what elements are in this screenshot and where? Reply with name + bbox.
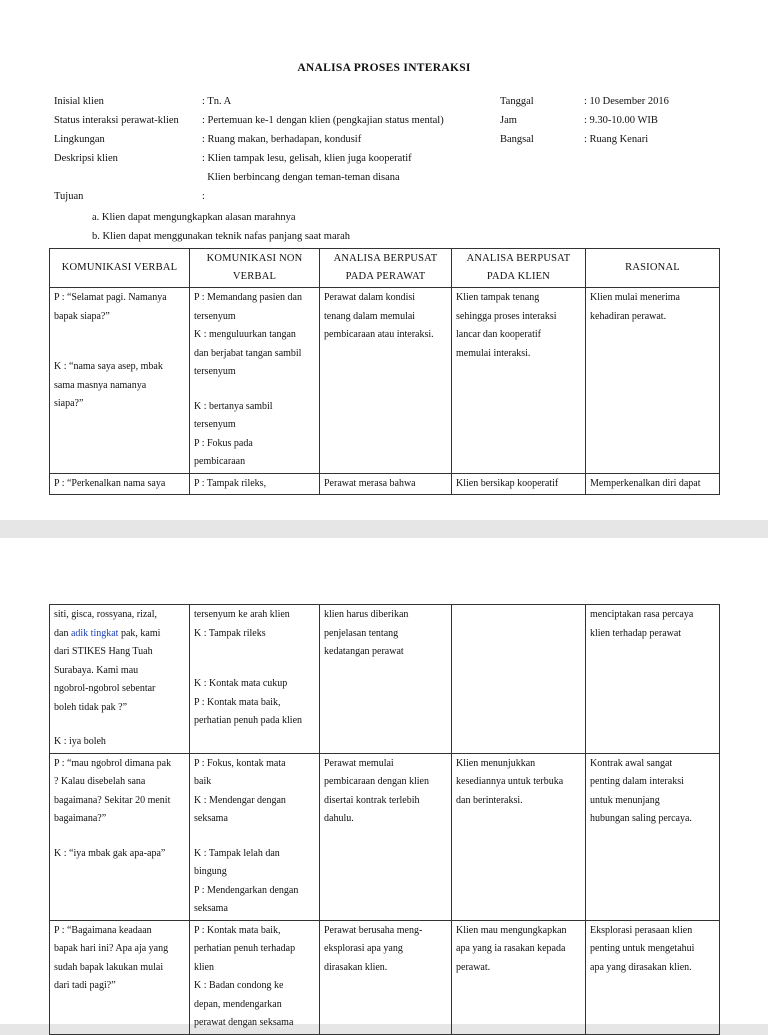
- cell-line: penjelasan tentang: [324, 627, 399, 639]
- cell-line: apa yang dirasakan klien.: [590, 961, 692, 973]
- cell-verbal: [50, 920, 190, 1034]
- cell-line: seksama: [194, 903, 228, 914]
- cell-line: baik: [194, 776, 212, 787]
- info-value: : Klien tampak lesu, gelisah, klien juga kooperatif: [202, 153, 412, 164]
- cell-line: Perawat memulai: [324, 757, 394, 769]
- cell-line: pembicaraan: [194, 456, 246, 467]
- info-value: Klien berbincang dengan teman-teman disana: [202, 172, 400, 183]
- goal-item: a. Klien dapat mengungkapkan alasan marahnya: [92, 212, 296, 223]
- cell-line: penting untuk mengetahui: [590, 943, 695, 954]
- cell-nurse-analysis: [320, 288, 452, 474]
- cell-line: dari STIKES Hang Tuah: [54, 646, 153, 657]
- cell-line: P : “mau ngobrol dimana pak: [54, 757, 172, 769]
- cell-line: P : Memandang pasien dan: [194, 292, 302, 303]
- info-value: : Tn. A: [202, 96, 232, 107]
- cell-line: sudah bapak lakukan mulai: [54, 961, 164, 973]
- cell-line: seksama: [194, 813, 228, 824]
- info-label: Tujuan: [54, 191, 84, 202]
- cell-line: untuk menunjang: [590, 794, 660, 806]
- cell-line: K : “nama saya asep, mbak: [54, 361, 163, 372]
- goal-item: b. Klien dapat menggunakan teknik nafas panjang saat marah: [92, 231, 351, 242]
- cell-client-analysis: [452, 920, 586, 1034]
- cell-line: Surabaya. Kami mau: [54, 664, 139, 676]
- cell-line: Klien bersikap kooperatif: [456, 477, 559, 489]
- cell-client-analysis: [452, 288, 586, 474]
- info-label: Jam: [500, 115, 517, 126]
- cell-verbal: [50, 288, 190, 474]
- page-title: ANALISA PROSES INTERAKSI: [297, 62, 471, 74]
- header-nurse-analysis: ANALISA BERPUSAT PADA PERAWAT: [320, 249, 452, 288]
- document-page-2: [0, 538, 768, 1028]
- cell-nurse-analysis: [320, 753, 452, 920]
- table-row: [50, 753, 720, 920]
- cell-verbal: [50, 753, 190, 920]
- info-label: Status interaksi perawat-klien: [54, 115, 179, 126]
- cell-line: sehingga proses interaksi: [456, 310, 557, 322]
- cell-spacer: [54, 342, 185, 358]
- cell-spacer: [194, 643, 315, 659]
- cell-line: perawat dengan seksama: [194, 1017, 294, 1028]
- cell-verbal: [50, 473, 190, 495]
- cell-line: tersenyum: [194, 419, 236, 430]
- cell-line: dirasakan klien.: [324, 961, 388, 973]
- cell-line: P : Fokus pada: [194, 437, 253, 449]
- cell-nurse-analysis: [320, 920, 452, 1034]
- cell-spacer: [194, 829, 315, 845]
- cell-line: P : Kontak mata baik,: [194, 924, 281, 936]
- cell-nurse-analysis: [320, 473, 452, 495]
- table-row: [50, 920, 720, 1034]
- cell-line: K : “iya mbak gak apa-apa”: [54, 847, 166, 859]
- table-row: [50, 288, 720, 474]
- cell-line: eksplorasi apa yang: [324, 943, 403, 954]
- cell-nonverbal: [190, 605, 320, 754]
- cell-line: hubungan saling percaya.: [590, 813, 692, 824]
- info-label: Inisial klien: [54, 96, 104, 107]
- interaction-table: [49, 248, 720, 495]
- cell-line: siti, gisca, rossyana, rizal,: [54, 609, 158, 620]
- table-header-row: [50, 249, 720, 288]
- info-value: : 9.30-10.00 WIB: [584, 115, 658, 126]
- cell-line: depan, mendengarkan: [194, 998, 282, 1010]
- cell-line: P : Tampak rileks,: [194, 477, 267, 489]
- link-adik-tingkat[interactable]: adik tingkat: [70, 627, 119, 639]
- cell-spacer: [54, 829, 185, 845]
- cell-line: tersenyum: [194, 366, 236, 377]
- cell-line: Perawat dalam kondisi: [324, 292, 416, 303]
- table-row: [50, 473, 720, 495]
- cell-rationale: [586, 605, 720, 754]
- cell-line: perhatian penuh pada klien: [194, 715, 303, 726]
- cell-line: Perawat berusaha meng-: [324, 924, 423, 936]
- info-value: : 10 Desember 2016: [584, 96, 669, 107]
- cell-line: bapak hari ini? Apa aja yang: [54, 943, 169, 954]
- cell-line: klien terhadap perawat: [590, 627, 682, 639]
- cell-line: P : Fokus, kontak mata: [194, 757, 286, 769]
- cell-line: P : “Bagaimana keadaan: [54, 924, 152, 936]
- cell-nonverbal: [190, 920, 320, 1034]
- cell-line: bagaimana?”: [54, 813, 107, 824]
- cell-line: K : Tampak lelah dan: [194, 847, 280, 859]
- info-label: Deskripsi klien: [54, 153, 118, 164]
- cell-line: K : Badan condong ke: [194, 980, 284, 991]
- cell-spacer: [194, 382, 315, 398]
- cell-line: bapak siapa?”: [54, 310, 110, 322]
- info-label: Bangsal: [500, 134, 534, 145]
- cell-line: P : “Perkenalkan nama saya: [54, 477, 166, 489]
- cell-line: pembicaraan dengan klien: [324, 776, 429, 787]
- cell-verbal: [50, 605, 190, 754]
- cell-line: K : Tampak rileks: [194, 627, 266, 639]
- cell-line: dari tadi pagi?”: [54, 980, 116, 991]
- cell-rationale: [586, 920, 720, 1034]
- cell-line: tersenyum ke arah klien: [194, 609, 290, 620]
- cell-line: siapa?”: [54, 398, 84, 409]
- cell-line: P : Mendengarkan dengan: [194, 884, 299, 896]
- cell-line: penting dalam interaksi: [590, 776, 684, 787]
- cell-line: sama masnya namanya: [54, 379, 147, 391]
- cell-spacer: [54, 717, 185, 733]
- table-row: [50, 605, 720, 754]
- cell-line: K : Mendengar dengan: [194, 794, 286, 806]
- interaction-table-continued: [49, 604, 720, 1035]
- cell-rationale: [586, 753, 720, 920]
- cell-line: ? Kalau disebelah sana: [54, 776, 146, 787]
- cell-line: lancar dan kooperatif: [456, 329, 541, 340]
- cell-line: K : menguluurkan tangan: [194, 329, 296, 340]
- cell-line: boleh tidak pak ?”: [54, 701, 128, 713]
- header-rationale: RASIONAL: [586, 249, 720, 288]
- cell-line: K : iya boleh: [54, 736, 106, 747]
- cell-line: dan berinteraksi.: [456, 794, 523, 806]
- cell-line: apa yang ia rasakan kepada: [456, 943, 566, 954]
- cell-line: dahulu.: [324, 813, 354, 824]
- cell-line: pembicaraan atau interaksi.: [324, 329, 434, 340]
- info-value: : Ruang makan, berhadapan, kondusif: [202, 134, 362, 145]
- cell-spacer: [194, 659, 315, 675]
- header-verbal: KOMUNIKASI VERBAL: [50, 249, 190, 288]
- cell-line: P : “Selamat pagi. Namanya: [54, 292, 167, 303]
- cell-spacer: [54, 326, 185, 342]
- cell-line: bagaimana? Sekitar 20 menit: [54, 794, 171, 806]
- cell-line: disertai kontrak terlebih: [324, 794, 420, 806]
- cell-line: menciptakan rasa percaya: [590, 609, 694, 620]
- cell-rationale: [586, 288, 720, 474]
- info-label: Tanggal: [500, 96, 534, 107]
- cell-line: P : Kontak mata baik,: [194, 696, 281, 708]
- cell-line: Perawat merasa bahwa: [324, 477, 416, 489]
- cell-nurse-analysis: [320, 605, 452, 754]
- cell-line: tersenyum: [194, 310, 236, 322]
- info-value: : Pertemuan ke-1 dengan klien (pengkajian status mental): [202, 115, 444, 126]
- cell-line: tenang dalam memulai: [324, 310, 416, 322]
- cell-nonverbal: [190, 753, 320, 920]
- cell-rationale: [586, 473, 720, 495]
- cell-nonverbal: [190, 288, 320, 474]
- info-value: : Ruang Kenari: [584, 134, 649, 145]
- cell-line: bingung: [194, 866, 227, 877]
- cell-line: Kontrak awal sangat: [590, 757, 673, 769]
- cell-line: K : Kontak mata cukup: [194, 678, 288, 689]
- cell-line: Klien mulai menerima: [590, 292, 680, 303]
- cell-line: perhatian penuh terhadap: [194, 943, 296, 954]
- header-nonverbal: KOMUNIKASI NON VERBAL: [190, 249, 320, 288]
- cell-line: dan adik tingkat pak, kami: [54, 627, 161, 639]
- info-label: Lingkungan: [54, 134, 105, 145]
- cell-client-analysis: [452, 753, 586, 920]
- cell-line: klien: [194, 961, 214, 973]
- cell-nonverbal: [190, 473, 320, 495]
- cell-line: Eksplorasi perasaan klien: [590, 924, 693, 936]
- cell-line: ngobrol-ngobrol sebentar: [54, 683, 156, 694]
- header-client-analysis: ANALISA BERPUSAT PADA KLIEN: [452, 249, 586, 288]
- cell-line: memulai interaksi.: [456, 347, 531, 359]
- cell-line: dan berjabat tangan sambil: [194, 347, 302, 359]
- cell-line: Klien mau mengungkapkan: [456, 924, 567, 936]
- cell-client-analysis: [452, 473, 586, 495]
- cell-line: kehadiran perawat.: [590, 310, 667, 322]
- cell-line: Memperkenalkan diri dapat: [590, 477, 701, 489]
- cell-line: Klien menunjukkan: [456, 757, 536, 769]
- cell-line: kedatangan perawat: [324, 646, 404, 657]
- info-value: :: [202, 191, 205, 202]
- cell-line: klien harus diberikan: [324, 609, 409, 620]
- cell-client-analysis: [452, 605, 586, 754]
- cell-line: kesediannya untuk terbuka: [456, 776, 564, 787]
- cell-line: K : bertanya sambil: [194, 400, 273, 412]
- cell-line: perawat.: [456, 961, 491, 973]
- cell-line: Klien tampak tenang: [456, 292, 540, 303]
